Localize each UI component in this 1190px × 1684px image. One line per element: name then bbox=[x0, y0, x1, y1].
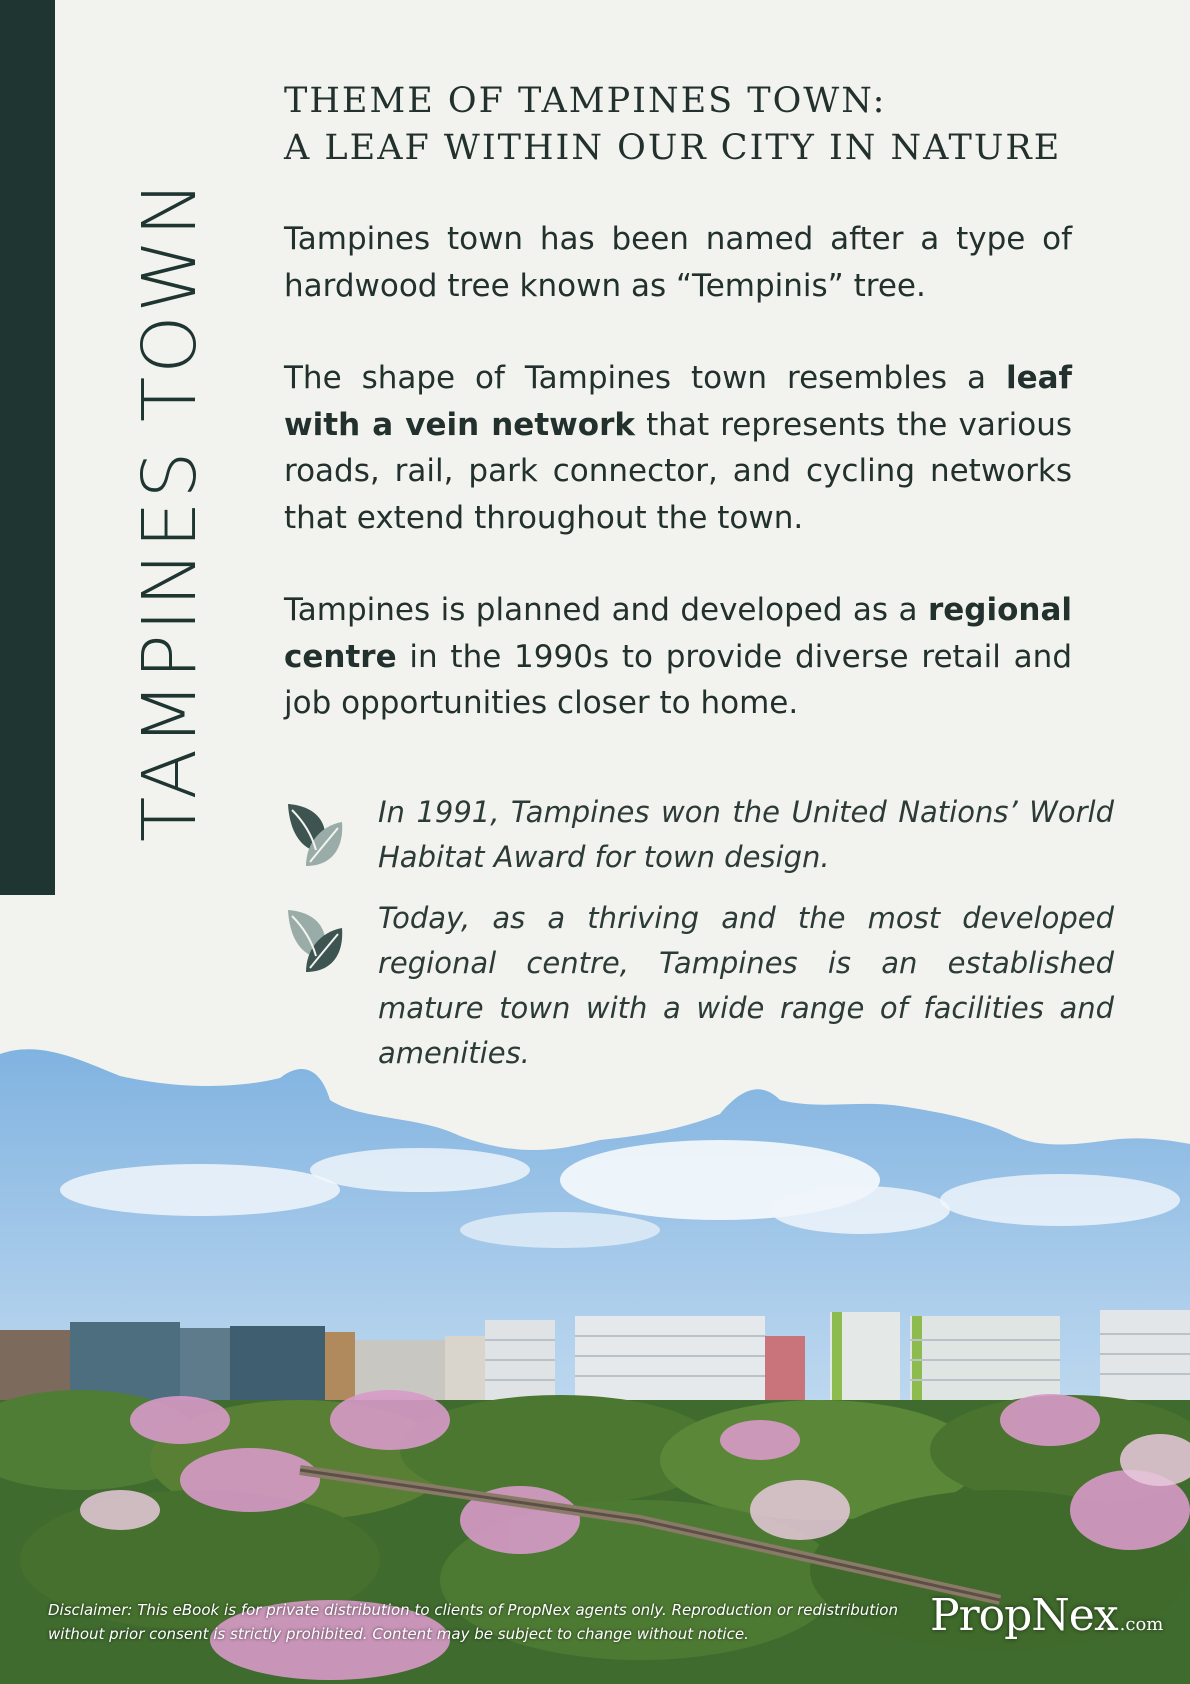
paragraph-leaf-shape bbox=[284, 355, 1072, 541]
paragraph-leaf-shape-bold: leaf with a vein network bbox=[284, 360, 1072, 443]
logo-brand: PropNex bbox=[930, 1590, 1118, 1641]
town-landscape-photo bbox=[0, 1040, 1190, 1684]
paragraph-leaf-shape-end: that represents the various roads, rail, park connector, and cycling networks that extend throughout the town. bbox=[284, 406, 1072, 536]
disclaimer-text: Disclaimer: This eBook is for private distribution to clients of PropNex agents only. Reproduction or redistribution without prior consent is strictly prohibited. Content may be subject to change without notice. bbox=[48, 1601, 898, 1643]
paragraph-leaf-shape-start: The shape of Tampines town resembles a bbox=[284, 360, 1006, 396]
paragraph-regional-centre-bold: regional centre bbox=[284, 592, 1072, 675]
heading-line-2: A LEAF WITHIN OUR CITY IN NATURE bbox=[284, 128, 1062, 168]
side-accent-bar bbox=[0, 0, 55, 895]
leaf-icon bbox=[284, 906, 346, 976]
vertical-title bbox=[120, 120, 220, 900]
paragraph-regional-centre bbox=[284, 587, 1072, 727]
list-item bbox=[284, 790, 1114, 880]
paragraph-regional-centre-start: Tampines is planned and developed as a bbox=[284, 592, 928, 628]
paragraph-name-origin: Tampines town has been named after a type of hardwood tree known as “Tempinis” tree. bbox=[284, 221, 1072, 304]
main-content bbox=[284, 78, 1072, 727]
bullet-text-today: Today, as a thriving and the most developed regional centre, Tampines is an established mature town with a wide range of facilities and amenities. bbox=[378, 901, 1114, 1070]
propnex-logo bbox=[930, 1590, 1163, 1641]
heading-line-1: THEME OF TAMPINES TOWN: bbox=[284, 81, 887, 121]
bullet-text-award: In 1991, Tampines won the United Nations’ World Habitat Award for town design. bbox=[378, 795, 1114, 874]
logo-tld: .com bbox=[1119, 1614, 1164, 1635]
paragraph-regional-centre-end: in the 1990s to provide diverse retail and job opportunities closer to home. bbox=[284, 638, 1072, 721]
page-heading bbox=[284, 78, 1072, 172]
leaf-icon bbox=[284, 800, 346, 870]
vertical-title-text: TAMPINES TOWN bbox=[127, 178, 214, 842]
